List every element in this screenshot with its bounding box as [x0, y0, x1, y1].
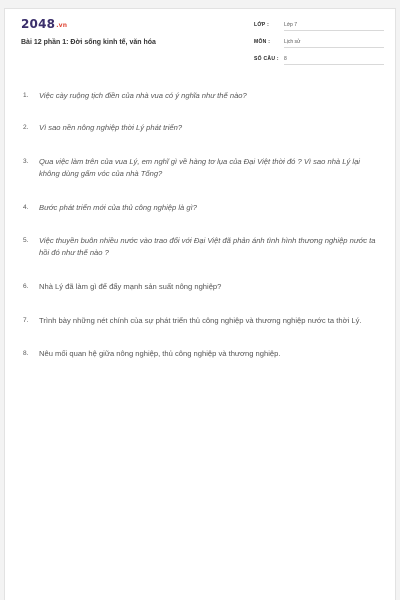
question-number: 2.	[23, 124, 29, 131]
question-text: Bước phát triển mới của thủ công nghiệp là gì?	[39, 203, 197, 212]
meta-key: LỚP :	[254, 22, 270, 28]
question-text: Nhà Lý đã làm gì để đẩy mạnh sản suất nông nghiệp?	[39, 282, 222, 291]
question-item	[19, 281, 379, 293]
question-number: 5.	[23, 237, 29, 244]
question-text: Việc cày ruộng tịch điền của nhà vua có ý nghĩa như thế nào?	[39, 91, 247, 100]
question-text: Trình bày những nét chính của sự phát triển thủ công nghiệp và thương nghiệp nước ta thời Lý.	[39, 316, 362, 325]
question-text: Vì sao nền nông nghiệp thời Lý phát triển?	[39, 123, 183, 132]
question-text: Việc thuyền buôn nhiều nước vào trao đổi với Đại Việt đã phản ánh tình hình thương nghiệp nước ta hồi đó như thế nào ?	[39, 236, 376, 257]
meta-row-question-count	[254, 52, 384, 68]
question-number: 6.	[23, 283, 29, 290]
question-item	[19, 348, 379, 360]
site-logo[interactable]	[21, 17, 67, 31]
question-item	[19, 90, 379, 102]
meta-value: 8	[284, 56, 384, 65]
worksheet-header	[5, 9, 395, 65]
question-item	[19, 202, 379, 214]
question-number: 3.	[23, 158, 29, 165]
lesson-title: Bài 12 phần 1: Đời sống kinh tế, văn hóa	[21, 39, 156, 46]
question-item	[19, 122, 379, 134]
meta-value: Lịch sử	[284, 39, 384, 48]
meta-key: SỐ CÂU :	[254, 56, 279, 62]
meta-key: MÔN :	[254, 39, 271, 45]
meta-value: Lớp 7	[284, 22, 384, 31]
meta-row-subject	[254, 35, 384, 51]
question-text: Nêu mối quan hệ giữa nông nghiệp, thủ công nghiệp và thương nghiệp.	[39, 349, 281, 358]
question-item	[19, 156, 379, 180]
logo-text: 2048	[21, 17, 56, 31]
worksheet-page	[4, 8, 396, 600]
meta-row-class	[254, 18, 384, 34]
question-item	[19, 235, 379, 259]
question-number: 1.	[23, 92, 29, 99]
question-text: Qua việc làm trên của vua Lý, em nghĩ gì về hàng tơ lụa của Đại Việt thời đó ? Vì sao nhà Lý lại không dùng gấm vóc của nhà Tống?	[39, 157, 360, 178]
question-list	[19, 83, 379, 360]
question-item	[19, 315, 379, 327]
question-number: 4.	[23, 204, 29, 211]
question-number: 7.	[23, 317, 29, 324]
question-number: 8.	[23, 350, 29, 357]
logo-domain: .vn	[56, 22, 68, 29]
worksheet-meta	[254, 18, 384, 69]
